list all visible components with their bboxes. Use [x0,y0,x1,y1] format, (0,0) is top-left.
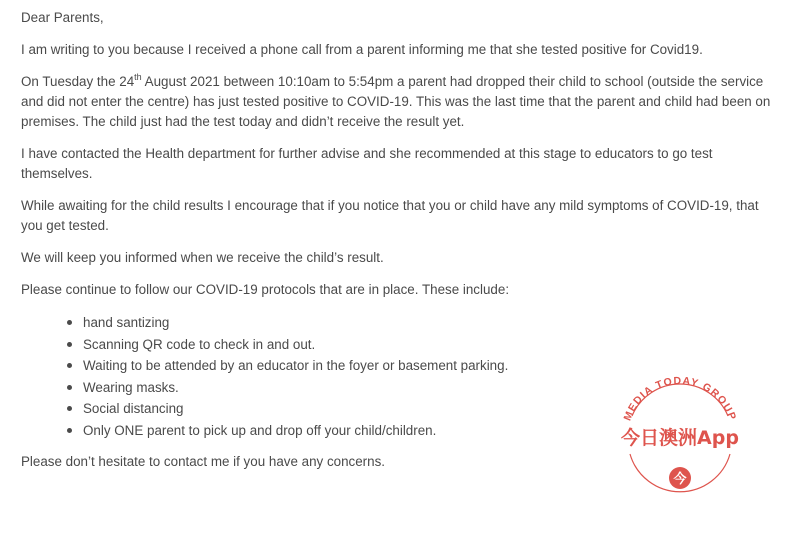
list-item: hand santizing [83,312,781,334]
paragraph-health-advice: I have contacted the Health department for further advise and she recommended at this stage to educators to go test themselves. [21,146,713,181]
media-today-watermark-logo [600,356,760,516]
list-item: Social distancing [83,398,781,420]
list-item: Scanning QR code to check in and out. [83,334,781,356]
date-ordinal-suffix: th [134,71,142,82]
list-item: Wearing masks. [83,377,781,399]
incident-text-rest: August 2021 between 10:10am to 5:54pm a parent had dropped their child to school (outside the service and did not enter the centre) has just tested positive to COVID-19. This was the last time that the parent and child had been on premises. The child just had the test today and didn’t receive the result yet. [21,74,771,129]
paragraph-protocols-intro: Please continue to follow our COVID-19 protocols that are in place. These include: [21,282,510,297]
watermark-seal-icon [600,356,760,516]
watermark-app-name: 今日澳洲App [621,427,739,449]
greeting: Dear Parents, [21,10,104,25]
watermark-arc-text: MEDIA TODAY GROUP [621,374,739,423]
svg-text:MEDIA TODAY GROUP [621,375,738,423]
list-item: Waiting to be attended by an educator in the foyer or basement parking. [83,355,781,377]
paragraph-phone-call: I am writing to you because I received a phone call from a parent informing me that she tested positive for Covid19. [21,42,703,57]
paragraph-symptoms: While awaiting for the child results I encourage that if you notice that you or child have any mild symptoms of COVID-19, that you get tested. [21,198,759,233]
watermark-glyph: 今 [673,472,687,487]
paragraph-incident-details [21,72,781,132]
incident-text-start: On Tuesday the 24 [21,74,135,89]
list-item: Only ONE parent to pick up and drop off your child/children. [83,420,781,442]
paragraph-keep-informed: We will keep you informed when we receive the child’s result. [21,250,384,265]
paragraph-closing: Please don’t hesitate to contact me if you have any concerns. [21,453,385,469]
